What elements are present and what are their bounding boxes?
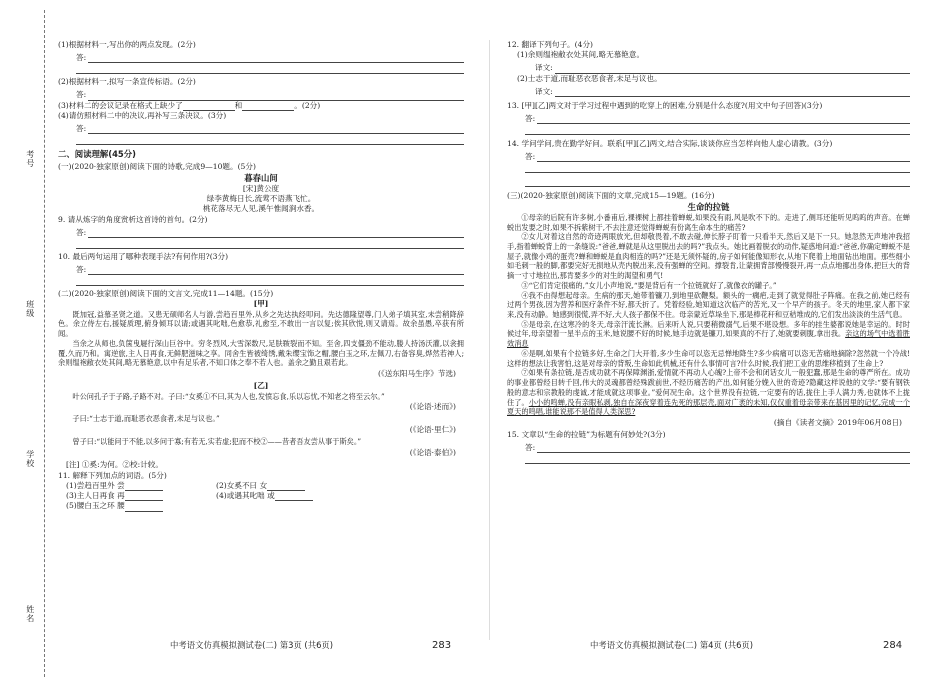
question-3-text: (3)材料二的会议记录在格式上缺少了	[58, 100, 183, 110]
question-9: 9. 请从炼字的角度赏析这首诗的首句。(2分)	[58, 214, 208, 224]
question-10: 10. 最后两句运用了哪种表现手法?有何作用?(3分)	[58, 251, 229, 261]
answer-label: 答:	[525, 152, 536, 161]
q11-phrase: (3)主人日再食	[66, 491, 115, 501]
poem-line: 绿李黄梅日长,流莺不语燕飞忙。	[206, 194, 316, 204]
article-paragraph-text: ⑦如果有条拉链,是否成功就不再保障渊浙,爱情就不再动人心魄?上帝不会和闭话女儿一般犯蠢,那是生命的尊严所在。成功的事业都曾经目转千回,伟大的灵魂都曾经殊跋前世,不经历痛苦的产出,如何能分娩入世的奇迹?隐藏这样说他的文学:“要有钢铁般的意志和宗教般的虔诚,才能成就这项事业。”爱何况生命。这个世界没有拉链,一定要有的话,拢住上手人满力秀,也就体不上拢住了。	[507, 368, 910, 407]
question-12-2: (2)士志于道,而耻恶衣恶食者,未足与议也。	[517, 73, 662, 83]
school-label: 学校	[25, 450, 35, 468]
answer-line[interactable]	[76, 121, 464, 134]
left-page-number: 283	[432, 640, 452, 651]
passage-yi-label: [乙]	[253, 381, 269, 391]
answer-line[interactable]	[525, 149, 910, 162]
translation-line[interactable]	[535, 84, 910, 97]
question-3	[58, 101, 464, 111]
question-2: (2)根据材料一,拟写一条宣传标语。(2分)	[58, 77, 196, 87]
annotation-note: [注] ①奚:为何。②校:计较。	[66, 460, 163, 470]
translation-label: 译文:	[535, 63, 553, 73]
q11-item	[66, 491, 216, 501]
passage-yi-source: (《论语·里仁》)	[409, 425, 456, 435]
article-paragraph-text: ⑤是母亲,在这寒冷的冬天,母亲汗流长淋。后来听人说,只要稍微溺气,后果不堪设想。多年的挂生婆都说她是幸运的。时时候过年,母亲望着一星半点的玉米,她说腰不好的时候,她手边就是镰刀,如果真的不行了,她就要刺腹,拿出我。	[507, 319, 910, 339]
article-paragraph: ②女儿对着这自然的奇迹两眼放光,但却敬畏着,不敢去碰,伸长脖子盯着一只看半天,然后又是下一只。她忽然无声地冲我招手,指着蝉蜕背上的一条缝说:“爸爸,蝉就是从这里脱出去的吗?”我点头。她比画着脱衣的动作,疑惑地问道:“爸爸,你确定蝉蜕不是屋子,就像小鸡的蛋壳?蝉和蝉蜕是血肉相连的吗?”还是无须怀疑的,房子如何能像知形衣,从地下爬着上地面钻出地面。那些细小如毛刺一般的脚,都要完好无损地从壳内脱出来,没有强蝉的空间。撑裂肯,让蒙拥背部慢慢裂开,再一点点地挪出身体,把巨大的背摘一寸寸地拉出,那肯要多少的对生的渴望和勇气!	[507, 232, 910, 281]
answer-line[interactable]	[76, 50, 464, 63]
article-source: (摘自《读者文摘》2019年06月08日)	[773, 417, 902, 427]
left-page-footer: 中考语文仿真模拟测试卷(二) 第3页 (共6页)	[170, 640, 334, 650]
answer-line[interactable]	[525, 453, 910, 464]
right-page-footer: 中考语文仿真模拟测试卷(二) 第4页 (共6页)	[590, 640, 754, 650]
question-12-1: (1)余则缊袍敝衣处其间,略无慕艳意。	[517, 50, 645, 60]
question-3-and: 和	[234, 100, 243, 110]
answer-line[interactable]	[76, 238, 464, 249]
answer-label: 答:	[76, 227, 87, 237]
question-4: (4)请仿照材料二中的决议,再补写三条决议。(3分)	[58, 110, 227, 120]
article-paragraph: ④我不由得想起母亲。生病的那天,她带着镰刀,到地里砍鞭梨。额头的一瘸疤,走到了就觉得肚子阵痛。在我之前,她已经有过两个男孩,因为营养和医疗条件不好,都夭折了。凭着经验,她知道这次临产的苦光,又一个早产的孩子。冬天的地里,家人都下家来,没有动静。她感到很慌,弄不好,大人孩子都保不住。母亲蒙近草垛坐下,那是棒花秆和豆秸堆成的,它们发出淡淡的生活气息。	[507, 290, 910, 320]
fill-blank[interactable]	[183, 101, 235, 111]
name-label: 姓名	[25, 605, 35, 623]
q11-word: 或	[267, 491, 275, 501]
article-paragraph: ⑥是啊,如果有个拉链多好,生命之门大开着,多少生命可以恣无忌惮地降生?多少病痛可以恣无苦痛地摘除?忽然就一个冷战!这样的想法让我害怕,这是对母亲的背叛,生命如此机械,还有什么事情可言?什么时候,我们把工业的思维移植到了生命上?	[507, 348, 910, 368]
right-page-number: 284	[883, 640, 903, 651]
answer-label: 答:	[525, 113, 536, 123]
answer-line[interactable]	[525, 111, 910, 124]
answer-line[interactable]	[525, 162, 910, 173]
article-paragraph	[507, 320, 910, 349]
article-title: 生命的拉链	[687, 201, 730, 212]
fill-blank[interactable]	[267, 481, 305, 491]
fill-blank[interactable]	[125, 502, 163, 512]
classical-intro: (二)(2020·独家原创)阅读下面的文言文,完成11—14题。(15分)	[58, 289, 274, 299]
answer-label: 答:	[76, 264, 87, 274]
question-12: 12. 翻译下列句子。(4分)	[507, 40, 593, 49]
question-1: (1)根据材料一,写出你的两点发现。(2分)	[58, 40, 196, 49]
article-paragraph: ①母亲的后院有许多树,小番甫后,裸裸树上都挂着蝉蜕,如果没有雨,风是吹不下的。走进了,侧耳还能听见呜呜的声音。在蝉蜕出发要之时,如果不拆紫树干,不去注意还觉得蝉蜕有份离生命本生的痛苦?	[507, 212, 910, 232]
answer-label: 答:	[76, 90, 87, 100]
answer-line[interactable]	[525, 124, 910, 135]
question-3-score: 。(2分)	[294, 100, 321, 110]
school-field	[24, 450, 35, 468]
passage-jia-label: [甲]	[253, 299, 269, 309]
answer-line[interactable]	[525, 440, 910, 453]
underlined-sentence: 亲这的场气中选着胜效消息	[507, 329, 910, 349]
passage-jia-paragraph: 既加冠,益慕圣贤之道。又患无硕师名人与游,尝趋百里外,从乡之先达执经叩问。先达德隆望尊,门人弟子填其室,未尝稍降辞色。余立侍左右,援疑质理,俯身倾耳以请;或遇其叱咄,色愈恭,礼愈至,不敢出一言以复;俟其欣悦,则又请焉。故余虽愚,卒获有所闻。	[58, 309, 464, 339]
fill-blank[interactable]	[275, 491, 313, 501]
exam-no-label: 考号	[25, 150, 35, 168]
left-page	[58, 40, 464, 512]
question-14: 14. 学问学问,贵在勤学好问。联系[甲][乙]两文,结合实际,谈谈你应当怎样向他人虚心请教。(3分)	[507, 139, 833, 148]
page-divider	[489, 40, 490, 640]
question-11-items	[66, 481, 464, 512]
article-paragraph: ③“它们肯定很痛的,”女儿小声地说,“要是背后有一个拉链就好了,就像衣的罐子。”	[521, 280, 777, 290]
passage-yi-source: (《论语·泰伯》)	[409, 448, 456, 458]
q11-phrase: (1)尝趋百里外	[66, 480, 115, 490]
class-field	[24, 300, 35, 318]
q11-word: 腰	[117, 501, 125, 511]
passage-yi-paragraph: 叶公问孔子于子路,子路不对。子曰:“女奚①不曰,其为人也,发愤忘食,乐以忘忧,不知老之将至云尔。”	[72, 391, 385, 401]
answer-line[interactable]	[76, 262, 464, 275]
section-2-heading: 二、阅读理解(45分)	[58, 149, 136, 159]
translation-line[interactable]	[535, 61, 910, 74]
q11-word: 尝	[117, 480, 125, 490]
answer-line[interactable]	[76, 225, 464, 238]
passage-jia-paragraph: 当余之从师也,负箧曳屣行深山巨谷中。穷冬烈风,大雪深数尺,足肤皲裂而不知。至舍,四支僵劲不能动,媵人持汤沃灌,以衾拥覆,久而乃和。寓逆旅,主人日再食,无鲜肥滋味之享。同舍生皆被绮绣,戴朱缨宝饰之帽,腰白玉之环,左佩刀,右备容臭,烨然若神人;余则缊袍敝衣处其间,略无慕艳意,以中有足乐者,不知口体之奉不若人也。盖余之勤且艰若此。	[58, 338, 464, 368]
answer-line[interactable]	[76, 275, 464, 286]
underlined-sentence: 小小的鸣蝉,没有亲眼私剥,独自在深夜穿着连先死的那层壳,面对广袤的未知,仅仅重着母亲带来在基因里的记忆,完成一个夏天的鸣唱,谁能说那不是值得人类深思?	[507, 397, 910, 417]
q11-item	[216, 481, 366, 491]
poem-intro: (一)(2020·独家原创)阅读下面的诗歌,完成9—10题。(5分)	[58, 162, 256, 172]
passage-yi-paragraph: 子曰:“士志于道,而耻恶衣恶食者,未足与议也。”	[72, 414, 220, 424]
answer-label: 答:	[76, 53, 87, 62]
question-13: 13. [甲][乙]两文对于学习过程中遇到的吃穿上的困难,分别是什么态度?(用文中句子回答)(3分)	[507, 100, 823, 110]
q11-phrase: (2)女奚不曰	[216, 480, 258, 490]
fill-blank[interactable]	[125, 481, 163, 491]
modern-intro: (三)(2020·独家原创)阅读下面的文章,完成15—19题。(16分)	[507, 191, 715, 201]
answer-label: 答:	[76, 123, 87, 133]
article-paragraph	[507, 368, 910, 417]
class-label: 班级	[25, 300, 35, 318]
question-11: 11. 解释下列加点的词语。(5分)	[58, 470, 167, 480]
answer-line[interactable]	[76, 88, 464, 101]
exam-no-field	[24, 150, 35, 168]
passage-jia-source: (《送东阳马生序》节选)	[377, 369, 456, 378]
q11-item	[66, 501, 216, 511]
q11-item	[66, 481, 216, 491]
right-page	[507, 40, 910, 467]
fill-blank[interactable]	[242, 101, 294, 111]
passage-yi-source: (《论语·述而》)	[409, 402, 456, 412]
fill-blank[interactable]	[125, 491, 163, 501]
poem-title: 暮春山间	[244, 172, 278, 183]
q11-word: 女	[259, 480, 268, 490]
answer-line[interactable]	[76, 63, 464, 74]
answer-line[interactable]	[525, 176, 910, 187]
poem-author: [宋]黄公度	[242, 183, 280, 193]
poem-line: 桃花落尽无人见,溪午惟闻涧水香。	[202, 204, 320, 214]
name-field	[24, 605, 35, 623]
translation-label: 译文:	[535, 86, 553, 96]
passage-yi-paragraph: 曾子曰:“以能问于不能,以多问于寡;有若无,实若虚;犯而不校②——昔者吾友尝从事于斯矣。”	[72, 437, 362, 447]
answer-line[interactable]	[76, 134, 464, 145]
answer-label: 答:	[525, 443, 536, 453]
q11-item	[216, 491, 366, 501]
question-15: 15. 文章以“生命的拉链”为标题有何妙处?(3分)	[507, 430, 666, 440]
binding-dash-line	[44, 10, 45, 677]
q11-phrase: (4)或遇其叱咄	[216, 491, 265, 501]
q11-word: 再	[117, 491, 125, 501]
binding-margin	[0, 0, 56, 687]
q11-phrase: (5)腰白玉之环	[66, 501, 115, 511]
